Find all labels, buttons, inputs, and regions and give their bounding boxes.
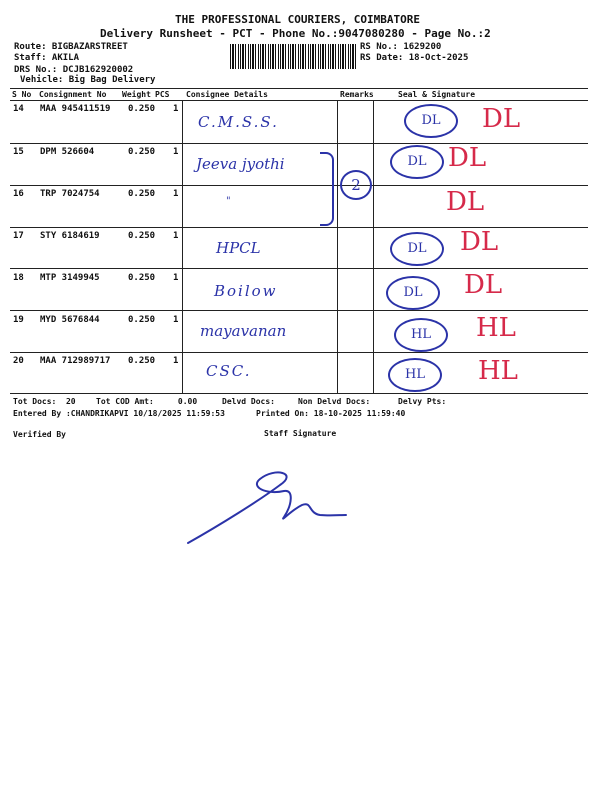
rs-number: RS No.: 1629200	[360, 42, 442, 52]
staff-signature-label: Staff Signature	[264, 429, 337, 438]
row-sno: 16	[13, 189, 24, 199]
row-weight: 0.250	[128, 231, 156, 241]
col-weight: Weight	[122, 90, 151, 99]
non-delivered-docs: Non Delvd Docs:	[298, 397, 371, 406]
row-signature: DL	[448, 143, 487, 173]
row-sno: 18	[13, 273, 24, 283]
row-seal-stamp: HL	[388, 358, 442, 392]
row-consignment: MYD 5676844	[40, 315, 100, 325]
delivery-points: Delvy Pts:	[398, 397, 447, 406]
row-weight: 0.250	[128, 273, 156, 283]
row-consignment: MAA 712989717	[40, 356, 111, 366]
row-consignment: STY 6184619	[40, 231, 100, 241]
col-remarks: Remarks	[340, 90, 374, 99]
row-seal-stamp: DL	[404, 104, 458, 138]
total-cod-amount: Tot COD Amt: 0.00	[96, 397, 198, 406]
row-weight: 0.250	[128, 147, 156, 157]
row-signature: DL	[446, 187, 485, 217]
row-seal-stamp: HL	[394, 318, 448, 352]
row-signature: DL	[482, 104, 521, 134]
row-consignment: MAA 945411519	[40, 104, 111, 114]
row-seal-stamp: DL	[390, 232, 444, 266]
entered-by: Entered By :CHANDRIKAPVI 10/18/2025 11:59:53	[13, 409, 225, 418]
row-sno: 19	[13, 315, 24, 325]
printed-on: Printed On: 18-10-2025 11:59:40	[256, 409, 406, 418]
row-consignee: "	[226, 196, 231, 207]
row-sno: 20	[13, 356, 24, 366]
row-consignee: Boilow	[214, 282, 278, 300]
delivered-docs: Delvd Docs:	[222, 397, 275, 406]
row-consignee: Jeeva jyothi	[196, 155, 285, 173]
row-consignment: MTP 3149945	[40, 273, 100, 283]
company-title: THE PROFESSIONAL COURIERS, COIMBATORE	[175, 13, 421, 26]
row-weight: 0.250	[128, 356, 156, 366]
verified-by-label: Verified By	[13, 430, 66, 439]
vehicle-label: Vehicle: Big Bag Delivery	[20, 75, 156, 85]
row-pcs: 1	[173, 273, 179, 283]
row-signature: HL	[476, 313, 516, 343]
row-pcs: 1	[173, 231, 179, 241]
route-label: Route: BIGBAZARSTREET	[14, 42, 128, 52]
row-pcs: 1	[173, 189, 179, 199]
col-pcs: PCS	[155, 90, 170, 99]
row-pcs: 1	[173, 104, 179, 114]
runsheet-subtitle: Delivery Runsheet - PCT - Phone No.:9047080280 - Page No.:2	[100, 27, 491, 40]
row-seal-stamp: DL	[390, 145, 444, 179]
col-seal: Seal & Signature	[398, 90, 476, 99]
row-weight: 0.250	[128, 189, 156, 199]
staff-label: Staff: AKILA	[14, 53, 80, 63]
row-pcs: 1	[173, 356, 179, 366]
row-signature: HL	[478, 356, 518, 386]
row-consignee: mayavanan	[200, 322, 287, 340]
drs-number: DRS No.: DCJB162920002	[14, 65, 134, 75]
row-weight: 0.250	[128, 104, 156, 114]
row-consignee: HPCL	[216, 239, 261, 257]
row-consignment: DPM 526604	[40, 147, 95, 157]
bracket-mark	[320, 152, 334, 226]
rs-date: RS Date: 18-Oct-2025	[360, 53, 469, 63]
row-weight: 0.250	[128, 315, 156, 325]
row-pcs: 1	[173, 315, 179, 325]
col-consignee: Consignee Details	[186, 90, 268, 99]
row-sno: 15	[13, 147, 24, 157]
row-sno: 14	[13, 104, 24, 114]
bracket-note: 2	[340, 170, 372, 200]
row-consignment: TRP 7024754	[40, 189, 100, 199]
signature-icon	[180, 465, 360, 550]
col-consignment: Consignment No	[39, 90, 107, 99]
row-seal-stamp: DL	[386, 276, 440, 310]
row-sno: 17	[13, 231, 24, 241]
row-pcs: 1	[173, 147, 179, 157]
row-consignee: CSC.	[206, 362, 252, 380]
barcode-icon	[230, 44, 358, 69]
col-sno: S No	[12, 90, 32, 99]
total-docs: Tot Docs: 20	[13, 397, 76, 406]
row-consignee: C.M.S.S.	[198, 113, 279, 131]
row-signature: DL	[460, 227, 499, 257]
row-signature: DL	[464, 270, 503, 300]
